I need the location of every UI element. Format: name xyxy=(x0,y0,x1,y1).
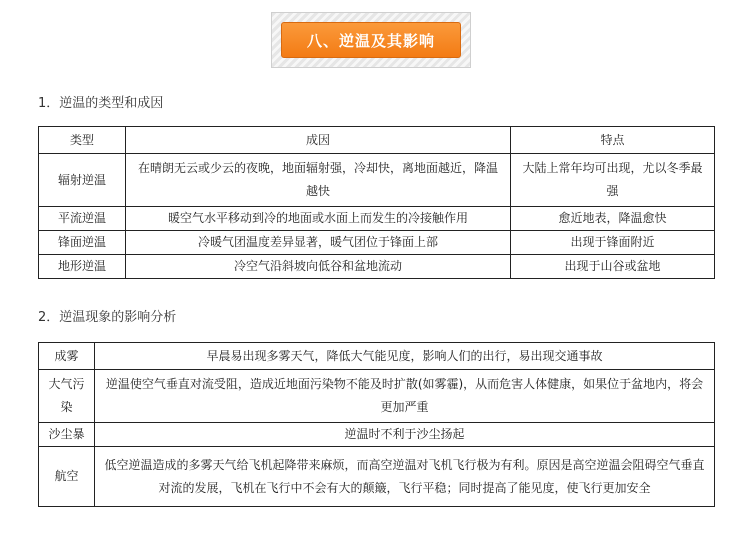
section2-heading: 2．逆温现象的影响分析 xyxy=(38,310,177,325)
cause-cell: 在晴朗无云或少云的夜晚，地面辐射强，冷却快，离地面越近，降温越快 xyxy=(126,154,511,207)
section1-heading: 1．逆温的类型和成因 xyxy=(38,96,164,111)
column-header: 成因 xyxy=(126,127,511,154)
type-cell: 锋面逆温 xyxy=(39,231,126,255)
effect-label: 航空 xyxy=(39,447,95,507)
effect-label: 成雾 xyxy=(39,343,95,370)
table-row xyxy=(39,447,715,507)
title-banner xyxy=(271,12,471,68)
cause-cell: 暖空气水平移动到冷的地面或水面上而发生的冷接触作用 xyxy=(126,207,511,231)
table-row xyxy=(39,255,715,279)
column-header: 特点 xyxy=(511,127,715,154)
effect-text: 低空逆温造成的多雾天气给飞机起降带来麻烦，而高空逆温对飞机飞行极为有利。原因是高空逆温会阻碍空气垂直对流的发展，飞机在飞行中不会有大的颠簸，飞行平稳；同时提高了能见度，使飞行更加安全 xyxy=(95,447,715,507)
cause-cell: 冷空气沿斜坡向低谷和盆地流动 xyxy=(126,255,511,279)
inversion-effects-table xyxy=(38,342,715,507)
type-cell: 辐射逆温 xyxy=(39,154,126,207)
table-row xyxy=(39,370,715,423)
table-row xyxy=(39,231,715,255)
effect-label: 沙尘暴 xyxy=(39,423,95,447)
inversion-types-table xyxy=(38,126,715,279)
feature-cell: 愈近地表，降温愈快 xyxy=(511,207,715,231)
table-row xyxy=(39,154,715,207)
effect-label: 大气污染 xyxy=(39,370,95,423)
feature-cell: 出现于山谷或盆地 xyxy=(511,255,715,279)
type-cell: 地形逆温 xyxy=(39,255,126,279)
column-header: 类型 xyxy=(39,127,126,154)
table-header-row xyxy=(39,127,715,154)
table-row xyxy=(39,343,715,370)
section-title: 八、逆温及其影响 xyxy=(281,22,461,58)
feature-cell: 大陆上常年均可出现，尤以冬季最强 xyxy=(511,154,715,207)
cause-cell: 冷暖气团温度差异显著，暖气团位于锋面上部 xyxy=(126,231,511,255)
effect-text: 逆温使空气垂直对流受阻，造成近地面污染物不能及时扩散(如雾霾)，从而危害人体健康，如果位于盆地内，将会更加严重 xyxy=(95,370,715,423)
effect-text: 早晨易出现多雾天气，降低大气能见度，影响人们的出行，易出现交通事故 xyxy=(95,343,715,370)
table-row xyxy=(39,207,715,231)
type-cell: 平流逆温 xyxy=(39,207,126,231)
table-row xyxy=(39,423,715,447)
feature-cell: 出现于锋面附近 xyxy=(511,231,715,255)
effect-text: 逆温时不利于沙尘扬起 xyxy=(95,423,715,447)
